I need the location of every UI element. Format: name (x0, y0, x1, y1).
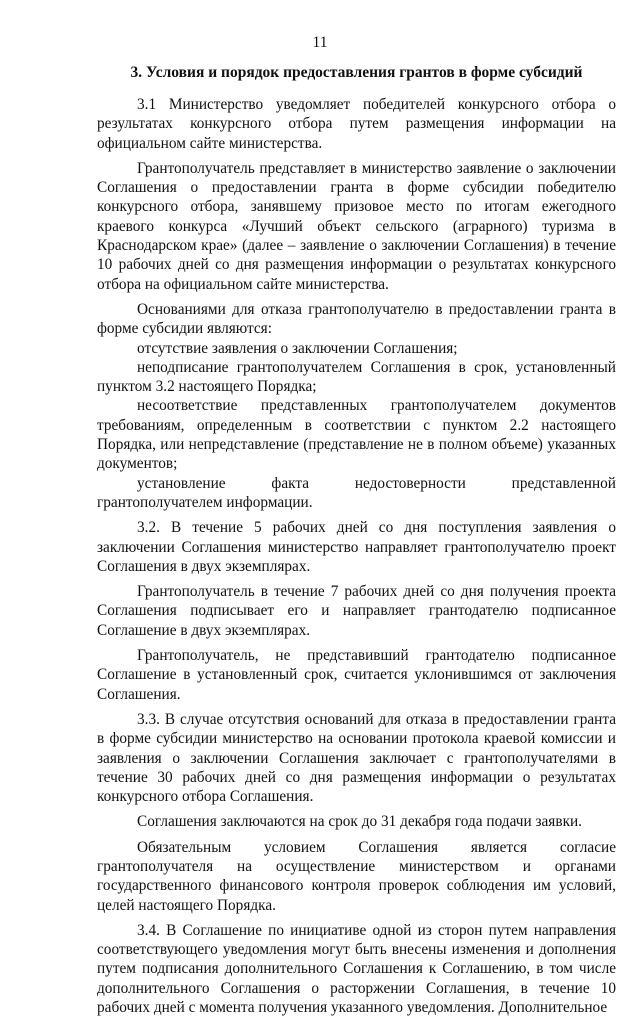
page-number: 11 (312, 34, 328, 51)
list-item-documents-mismatch: несоответствие представленных грантополучателем документов требованиям, определенным в соответствии с пунктом 2.2 настоящего Порядка, или непредставление (представление не в полном объеме) указанных документов; (97, 397, 616, 473)
paragraph-signing: Грантополучатель в течение 7 рабочих дней со дня получения проекта Соглашения подписывает его и направляет грантодателю подписанное Соглашение в двух экземплярах. (97, 583, 616, 639)
paragraph-mandatory-condition: Обязательным условием Соглашения является согласие грантополучателя на осуществление министерством и органами государственного финансового контроля проверок соблюдения им условий, целей настоящего Порядка. (97, 838, 616, 914)
list-item-false-information: установление факта недостоверности представленной грантополучателем информации. (97, 474, 616, 511)
paragraph-3-1: 3.1 Министерство уведомляет победителей конкурсного отбора о результатах конкурсного отбора путем размещения информации на официальном сайте министерства. (97, 96, 616, 152)
document-body (97, 95, 616, 1017)
list-item-not-signed: неподписание грантополучателем Соглашения в срок, установленный пунктом 3.2 настоящего Порядка; (97, 358, 616, 396)
paragraph-3-3: 3.3. В случае отсутствия оснований для отказа в предоставлении гранта в форме субсидии министерство на основании протокола краевой комиссии и заявления о заключении Соглашения заключает с грантополучателями в течение 30 рабочих дней со дня размещения информации о результатах конкурсного отбора Соглашения. (97, 710, 616, 806)
paragraph-application: Грантополучатель представляет в министерство заявление о заключении Соглашения о предоставлении гранта в форме субсидии победителю конкурсного отбора, занявшему призовое место по итогам ежегодного краевого конкурса «Лучший объект сельского (аграрного) туризма в Краснодарском крае» (далее – заявление о заключении Соглашения) в течение 10 рабочих дней со дня размещения информации о результатах конкурсного отбора на официальном сайте министерства. (97, 159, 616, 293)
section-title: 3. Условия и порядок предоставления грантов в форме субсидий (130, 64, 583, 81)
paragraph-3-4: 3.4. В Соглашение по инициативе одной из сторон путем направления соответствующего уведомления могут быть внесены изменения и дополнения путем подписания дополнительного Соглашения к Соглашению, в том числе дополнительного Соглашения о расторжении Соглашения, в течение 10 рабочих дней с момента получения указанного уведомления. Дополнительное (97, 921, 616, 1017)
list-item-no-application: отсутствие заявления о заключении Соглашения; (137, 339, 458, 357)
paragraph-term: Соглашения заключаются на срок до 31 декабря года подачи заявки. (137, 813, 583, 831)
paragraph-evasion: Грантополучатель, не представивший грантодателю подписанное Соглашение в установленный срок, считается уклонившимся от заключения Соглашения. (97, 647, 616, 703)
paragraph-refusal-grounds: Основаниями для отказа грантополучателю в предоставлении гранта в форме субсидии являются: (97, 300, 616, 338)
paragraph-3-2: 3.2. В течение 5 рабочих дней со дня поступления заявления о заключении Соглашения министерство направляет грантополучателю проект Соглашения в двух экземплярах. (97, 519, 616, 575)
